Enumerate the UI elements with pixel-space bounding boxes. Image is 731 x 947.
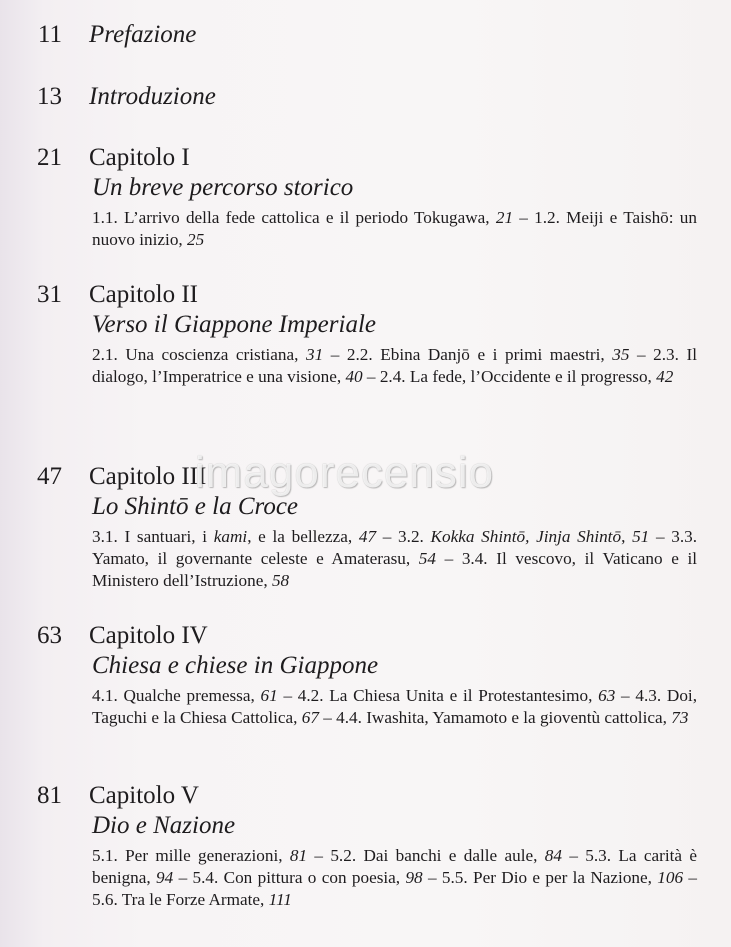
section-text: – 2.3. Il dialogo, l’Imperatrice e una visione, bbox=[92, 345, 698, 387]
section-page-ref: 81 bbox=[289, 846, 308, 865]
section-text: – 3.4. Il vescovo, il Vaticano e il Ministero dell’Istruzione, bbox=[92, 549, 697, 591]
chapter-sections bbox=[92, 845, 697, 912]
section-page-ref: 21 bbox=[495, 208, 514, 227]
chapter-title: Un breve percorso storico bbox=[92, 174, 354, 201]
watermark-text: imagorecensio bbox=[195, 448, 495, 497]
chapter-heading: Capitolo III bbox=[89, 463, 207, 490]
section-text: – 1.2. Meiji e Taishō: un nuovo inizio, bbox=[92, 208, 697, 250]
chapter-heading: Capitolo IV bbox=[89, 622, 208, 649]
section-text: – 2.4. La fede, l’Occidente e il progresso, bbox=[362, 367, 657, 387]
toc-page-number: 63 bbox=[37, 622, 62, 649]
section-text: 4.1. Qualche premessa, bbox=[92, 686, 261, 705]
section-page-ref: 73 bbox=[671, 708, 689, 728]
section-page-ref: 31 bbox=[305, 345, 324, 364]
section-page-ref: 98 bbox=[405, 868, 423, 888]
section-page-ref: 67 bbox=[301, 708, 319, 728]
section-text: 3.1. I santuari, i bbox=[92, 527, 214, 546]
chapter-sections bbox=[92, 685, 697, 729]
chapter-title: Dio e Nazione bbox=[92, 812, 236, 839]
section-text: , bbox=[621, 527, 633, 546]
chapter-heading: Capitolo I bbox=[89, 144, 190, 171]
chapter-sections bbox=[92, 344, 697, 388]
section-text: 1.1. L’arrivo della fede cattolica e il periodo Tokugawa, bbox=[92, 208, 496, 227]
toc-entry-label: Introduzione bbox=[89, 83, 216, 110]
section-page-ref: 40 bbox=[345, 367, 363, 387]
toc-page-number: 11 bbox=[37, 21, 62, 48]
section-text: – 3.3. Yamato, il governante celeste e Amaterasu, bbox=[92, 527, 698, 569]
section-page-ref: 25 bbox=[187, 230, 205, 250]
section-text: – 4.4. Iwashita, Yamamoto e la gioventù cattolica, bbox=[318, 708, 672, 728]
section-page-ref: 61 bbox=[260, 686, 278, 705]
section-page-ref: 42 bbox=[656, 367, 674, 387]
toc-page-number: 31 bbox=[37, 281, 62, 308]
section-page-ref: 94 bbox=[156, 868, 174, 888]
section-page-ref: 106 bbox=[657, 868, 684, 888]
section-text: – 5.4. Con pittura o con poesia, bbox=[173, 868, 406, 888]
toc-page-number: 47 bbox=[37, 463, 62, 490]
section-text: – 5.5. Per Dio e per la Nazione, bbox=[422, 868, 658, 888]
toc-page-number: 13 bbox=[37, 83, 62, 110]
section-text: , e la bellezza, bbox=[247, 527, 359, 546]
section-page-ref: 111 bbox=[268, 890, 292, 910]
section-page-ref: 84 bbox=[544, 846, 562, 865]
chapter-heading: Capitolo V bbox=[89, 782, 199, 809]
toc-page-number: 81 bbox=[37, 782, 62, 809]
section-page-ref: 47 bbox=[358, 527, 377, 546]
section-page-ref: 51 bbox=[632, 527, 650, 546]
section-text: – 5.6. Tra le Forze Armate, bbox=[92, 868, 697, 910]
section-text: – 3.2. bbox=[376, 527, 431, 546]
section-page-ref: 58 bbox=[271, 571, 290, 591]
section-page-ref: 63 bbox=[598, 686, 616, 705]
chapter-title: Lo Shintō e la Croce bbox=[92, 493, 299, 520]
chapter-title: Chiesa e chiese in Giappone bbox=[92, 652, 379, 679]
section-text: – 2.2. Ebina Danjō e i primi maestri, bbox=[323, 345, 613, 364]
section-page-ref: 35 bbox=[612, 345, 630, 364]
toc-page-number: 21 bbox=[37, 144, 62, 171]
toc-entry-label: Prefazione bbox=[89, 21, 197, 48]
section-text: – 5.3. La carità è benigna, bbox=[92, 846, 697, 888]
section-page-ref: kami bbox=[213, 527, 248, 546]
section-text: 2.1. Una coscienza cristiana, bbox=[92, 345, 306, 364]
chapter-sections bbox=[92, 526, 697, 593]
section-page-ref: 54 bbox=[418, 549, 436, 569]
section-text: – 4.3. Doi, Taguchi e la Chiesa Cattolica, bbox=[92, 686, 697, 728]
chapter-sections bbox=[92, 207, 697, 251]
chapter-heading: Capitolo II bbox=[89, 281, 199, 308]
section-text: – 5.2. Dai banchi e dalle aule, bbox=[307, 846, 545, 865]
chapter-title: Verso il Giappone Imperiale bbox=[92, 311, 376, 338]
section-text: – 4.2. La Chiesa Unita e il Protestantesimo, bbox=[277, 686, 599, 705]
section-text: 5.1. Per mille generazioni, bbox=[92, 846, 290, 865]
section-page-ref: Kokka Shintō, Jinja Shintō bbox=[430, 527, 622, 546]
